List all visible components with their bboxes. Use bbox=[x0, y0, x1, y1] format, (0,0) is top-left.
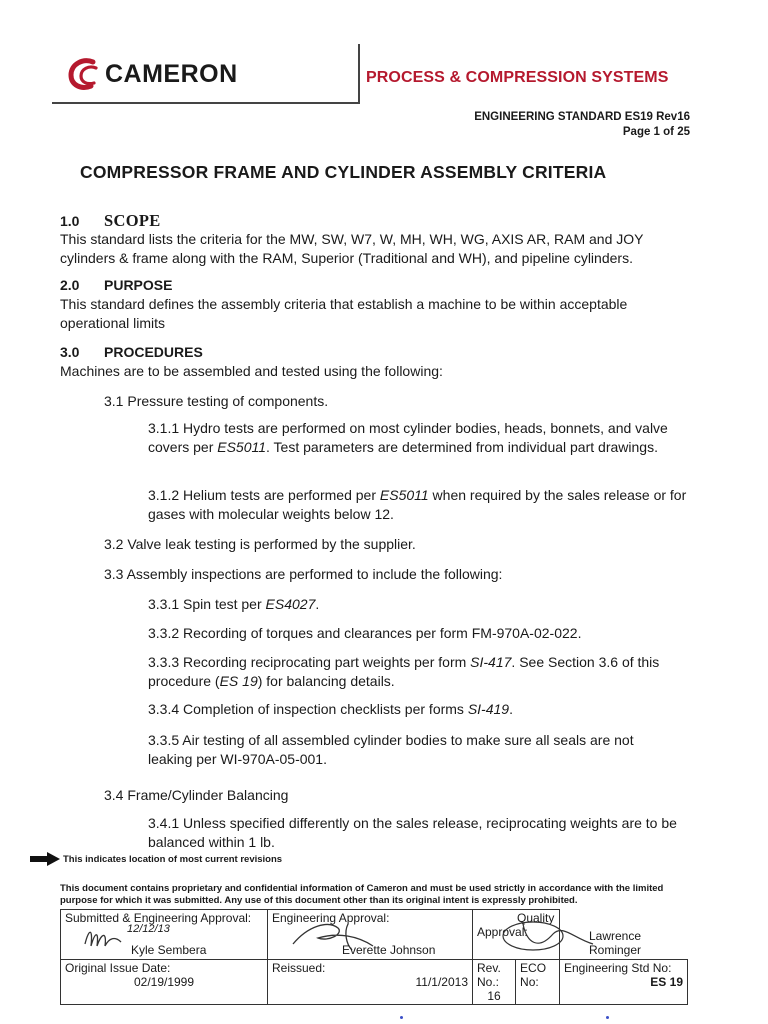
confidentiality-notice: This document contains proprietary and confidential information of Cameron and must be used strictly in accordance with the limited purpose for which it was submitted. Any use of this document other than its original intent is expressly prohibited. bbox=[60, 883, 664, 906]
section-heading-scope bbox=[60, 211, 161, 231]
engineering-std-label: Engineering Std No: bbox=[564, 961, 672, 975]
engineering-std-cell bbox=[560, 960, 688, 1005]
original-issue-date: 02/19/1999 bbox=[133, 975, 195, 989]
item-3-3-3 bbox=[148, 653, 678, 691]
scan-speck bbox=[606, 1016, 609, 1019]
engineering-label: Engineering Approval: bbox=[272, 911, 390, 925]
arrow-right-icon bbox=[30, 852, 60, 866]
quality-name: Lawrence Rominger bbox=[589, 929, 642, 957]
section-title: PURPOSE bbox=[104, 277, 173, 293]
section-title: PROCEDURES bbox=[104, 344, 203, 360]
item-text: 3.3.3 Recording reciprocating part weights per form bbox=[148, 654, 471, 670]
division-name: PROCESS & COMPRESSION SYSTEMS bbox=[366, 69, 669, 86]
scope-text: This standard lists the criteria for the MW, SW, W7, W, MH, WH, WG, AXIS AR, RAM and JOY cylinders & frame along with the RAM, Superior (Traditional and WH), and pipeline cylinders. bbox=[60, 231, 644, 266]
item-text: . bbox=[509, 701, 513, 717]
item-text: 3.1.2 Helium tests are performed per bbox=[148, 487, 380, 503]
quality-approval-cell bbox=[473, 910, 642, 960]
submitted-approval-cell bbox=[61, 910, 268, 960]
page-number: Page 1 of 25 bbox=[622, 126, 690, 138]
item-3-2: 3.2 Valve leak testing is performed by the supplier. bbox=[104, 536, 416, 552]
reissued-cell bbox=[268, 960, 473, 1005]
item-text: when required by the sales release or for gases with molecular weights below 12. bbox=[148, 487, 687, 522]
item-3-3-5: 3.3.5 Air testing of all assembled cylinder bodies to make sure all seals are not leaking per WI-970A-05-001. bbox=[148, 732, 634, 767]
item-3-3: 3.3 Assembly inspections are performed to include the following: bbox=[104, 566, 503, 582]
reference-es5011: ES5011 bbox=[217, 439, 267, 455]
scan-speck bbox=[400, 1016, 403, 1019]
revision-note-text: This indicates location of most current revisions bbox=[63, 853, 283, 865]
quality-label: Quality Approval: bbox=[477, 911, 555, 939]
item-3-3-1 bbox=[148, 595, 319, 614]
item-text: . Test parameters are determined from individual part drawings. bbox=[266, 439, 658, 455]
purpose-text: This standard defines the assembly criteria that establish a machine to be within acceptable operational limits bbox=[60, 296, 628, 331]
item-text: ) for balancing details. bbox=[257, 673, 395, 689]
item-3-3-2: 3.3.2 Recording of torques and clearances per form FM-970A-02-022. bbox=[148, 625, 582, 641]
reference-si419: SI-419 bbox=[467, 701, 510, 717]
item-3-3-4 bbox=[148, 700, 513, 719]
item-text: 3.1.1 Hydro tests are performed on most cylinder bodies, heads, bonnets, and valve covers per bbox=[148, 420, 668, 455]
item-3-1-1 bbox=[148, 419, 688, 457]
item-3-4-1: 3.4.1 Unless specified differently on the sales release, reciprocating weights are to be balanced within 1 lb. bbox=[148, 815, 677, 850]
standard-identifier bbox=[474, 110, 690, 140]
submitted-label: Submitted & Engineering Approval: bbox=[65, 911, 252, 925]
section-number: 2.0 bbox=[60, 277, 80, 293]
header-divider-vertical bbox=[358, 44, 360, 104]
submitted-date: 12/12/13 bbox=[127, 923, 170, 935]
revision-note bbox=[30, 852, 282, 866]
section-number: 3.0 bbox=[60, 344, 80, 360]
section-heading-procedures bbox=[60, 344, 203, 360]
original-issue-cell bbox=[61, 960, 268, 1005]
submitted-name: Kyle Sembera bbox=[131, 943, 207, 957]
engineering-name: Everette Johnson bbox=[342, 943, 436, 957]
item-3-4: 3.4 Frame/Cylinder Balancing bbox=[104, 787, 289, 803]
section-heading-purpose bbox=[60, 277, 172, 293]
reference-si417: SI-417 bbox=[470, 654, 512, 670]
page-title: COMPRESSOR FRAME AND CYLINDER ASSEMBLY CRITERIA bbox=[80, 162, 607, 182]
item-3-1: 3.1 Pressure testing of components. bbox=[104, 393, 329, 409]
standard-number: ENGINEERING STANDARD ES19 Rev16 bbox=[474, 111, 690, 123]
company-name: CAMERON bbox=[105, 59, 238, 88]
reissued-date: 11/1/2013 bbox=[415, 975, 468, 989]
eco-cell bbox=[516, 960, 560, 1005]
cameron-logo-icon bbox=[67, 56, 103, 92]
reference-es4027: ES4027 bbox=[265, 596, 316, 612]
section-number: 1.0 bbox=[60, 213, 80, 229]
section-title: SCOPE bbox=[104, 211, 161, 230]
cameron-logo bbox=[67, 56, 238, 92]
revision-label: Rev. No.: bbox=[477, 961, 501, 989]
header-divider-horizontal bbox=[52, 102, 358, 104]
item-text: 3.3.4 Completion of inspection checklists per forms bbox=[148, 701, 468, 717]
original-issue-label: Original Issue Date: bbox=[65, 961, 171, 975]
reference-es19: ES 19 bbox=[219, 673, 258, 689]
engineering-std-number: ES 19 bbox=[650, 975, 683, 989]
reference-es5011: ES5011 bbox=[379, 487, 429, 503]
approval-table bbox=[60, 909, 688, 1005]
eco-label: ECO No: bbox=[520, 961, 547, 989]
signature-rominger bbox=[493, 914, 603, 954]
revision-cell bbox=[473, 960, 516, 1005]
item-text: . bbox=[315, 596, 320, 612]
revision-number: 16 bbox=[487, 989, 501, 1003]
procedures-text: Machines are to be assembled and tested using the following: bbox=[60, 363, 443, 379]
item-text: 3.3.1 Spin test per bbox=[148, 596, 266, 612]
item-3-1-2 bbox=[148, 486, 688, 524]
document-header bbox=[0, 0, 768, 110]
item-text: . See Section 3.6 of this procedure ( bbox=[148, 654, 660, 689]
reissued-label: Reissued: bbox=[272, 961, 326, 975]
engineering-approval-cell bbox=[268, 910, 473, 960]
